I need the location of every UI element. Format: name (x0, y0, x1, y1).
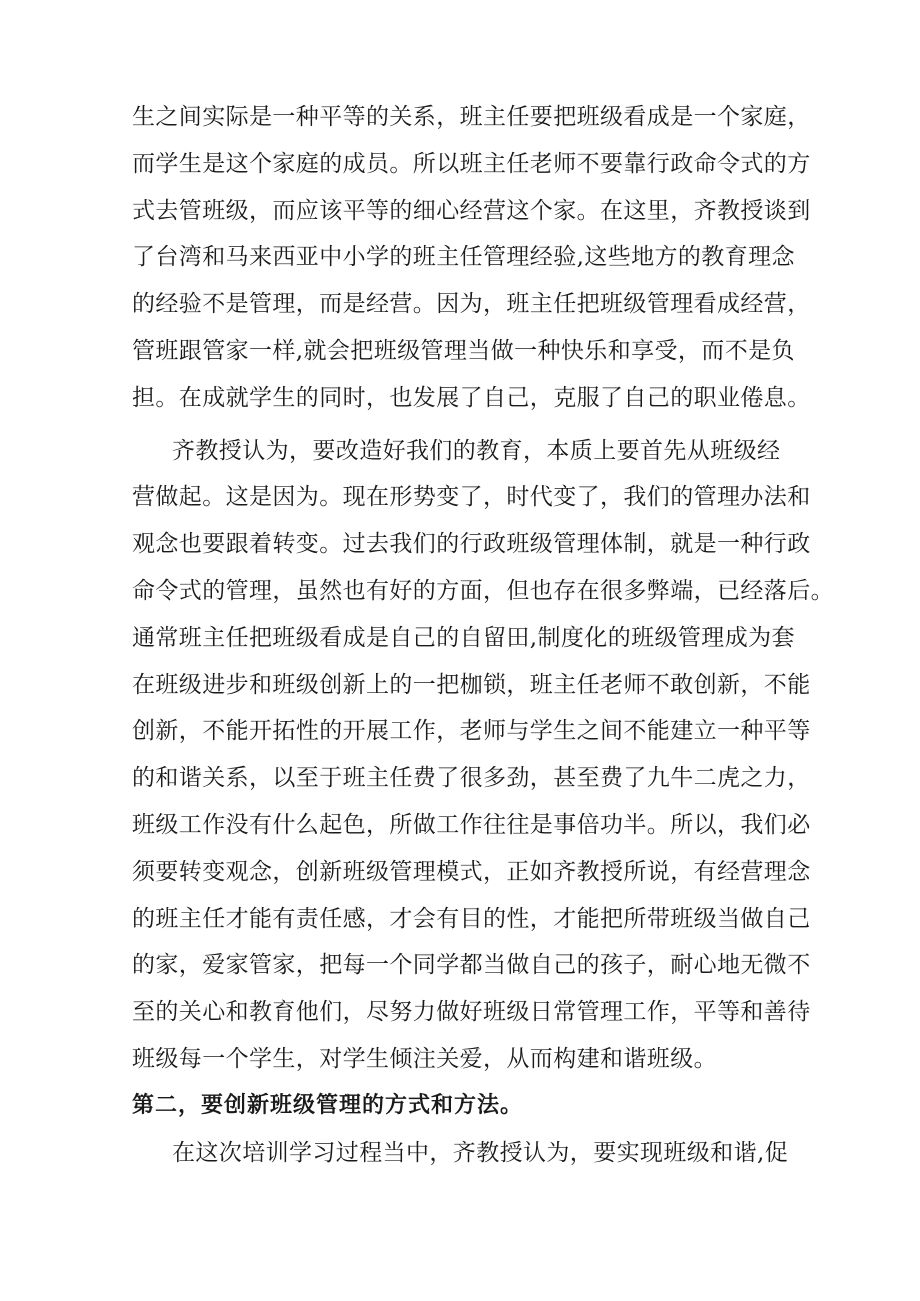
text-line: 的经验不是管理，而是经营。因为，班主任把班级管理看成经营， (132, 291, 811, 318)
text-line: 在班级进步和班级创新上的一把枷锁，班主任老师不敢创新，不能 (132, 671, 811, 698)
text-line: 管班跟管家一样,就会把班级管理当做一种快乐和享受，而不是负 (132, 337, 795, 364)
text-line: 担。在成就学生的同时，也发展了自己，克服了自己的职业倦息。 (132, 384, 811, 411)
text-line: 须要转变观念，创新班级管理模式，正如齐教授所说，有经营理念 (132, 858, 811, 885)
text-line: 创新，不能开拓性的开展工作，老师与学生之间不能建立一种平等 (132, 718, 811, 745)
text-line: 通常班主任把班级看成是自己的自留田,制度化的班级管理成为套 (132, 624, 795, 651)
text-line: 的和谐关系，以至于班主任费了很多劲，甚至费了九牛二虎之力， (132, 765, 811, 792)
text-line: 了台湾和马来西亚中小学的班主任管理经验,这些地方的教育理念 (132, 244, 795, 271)
text-line: 的班主任才能有责任感，才会有目的性，才能把所带班级当做自己 (132, 905, 811, 932)
document-body (132, 94, 834, 1176)
text-line: 至的关心和教育他们，尽努力做好班级日常管理工作，平等和善待 (132, 999, 811, 1026)
text-line: 命令式的管理，虽然也有好的方面，但也存在很多弊端，已经落后。 (132, 577, 834, 604)
text-line: 式去管班级，而应该平等的细心经营这个家。在这里，齐教授谈到 (132, 197, 811, 224)
text-line: 生之间实际是一种平等的关系，班主任要把班级看成是一个家庭， (132, 104, 811, 130)
paragraph-training (132, 1130, 804, 1177)
text-line: 营做起。这是因为。现在形势变了，时代变了，我们的管理办法和 (132, 484, 811, 511)
text-line: 观念也要跟着转变。过去我们的行政班级管理体制，就是一种行政 (132, 531, 811, 558)
paragraph-professor-view (132, 428, 834, 1083)
text-line: 齐教授认为，要改造好我们的教育，本质上要首先从班级经 (172, 437, 781, 464)
text-line: 在这次培训学习过程当中，齐教授认为，要实现班级和谐,促 (172, 1139, 789, 1166)
text-line: 班级工作没有什么起色，所做工作往往是事倍功半。所以，我们必 (132, 811, 811, 838)
text-line: 班级每一个学生，对学生倾注关爱，从而构建和谐班级。 (132, 1045, 717, 1072)
text-line: 的家，爱家管家，把每一个同学都当做自己的孩子，耐心地无微不 (132, 952, 811, 979)
text-line: 而学生是这个家庭的成员。所以班主任老师不要靠行政命令式的方 (132, 150, 811, 177)
paragraph-continuation (132, 94, 811, 422)
section-heading: 第二，要创新班级管理的方式和方法。 (132, 1092, 524, 1118)
